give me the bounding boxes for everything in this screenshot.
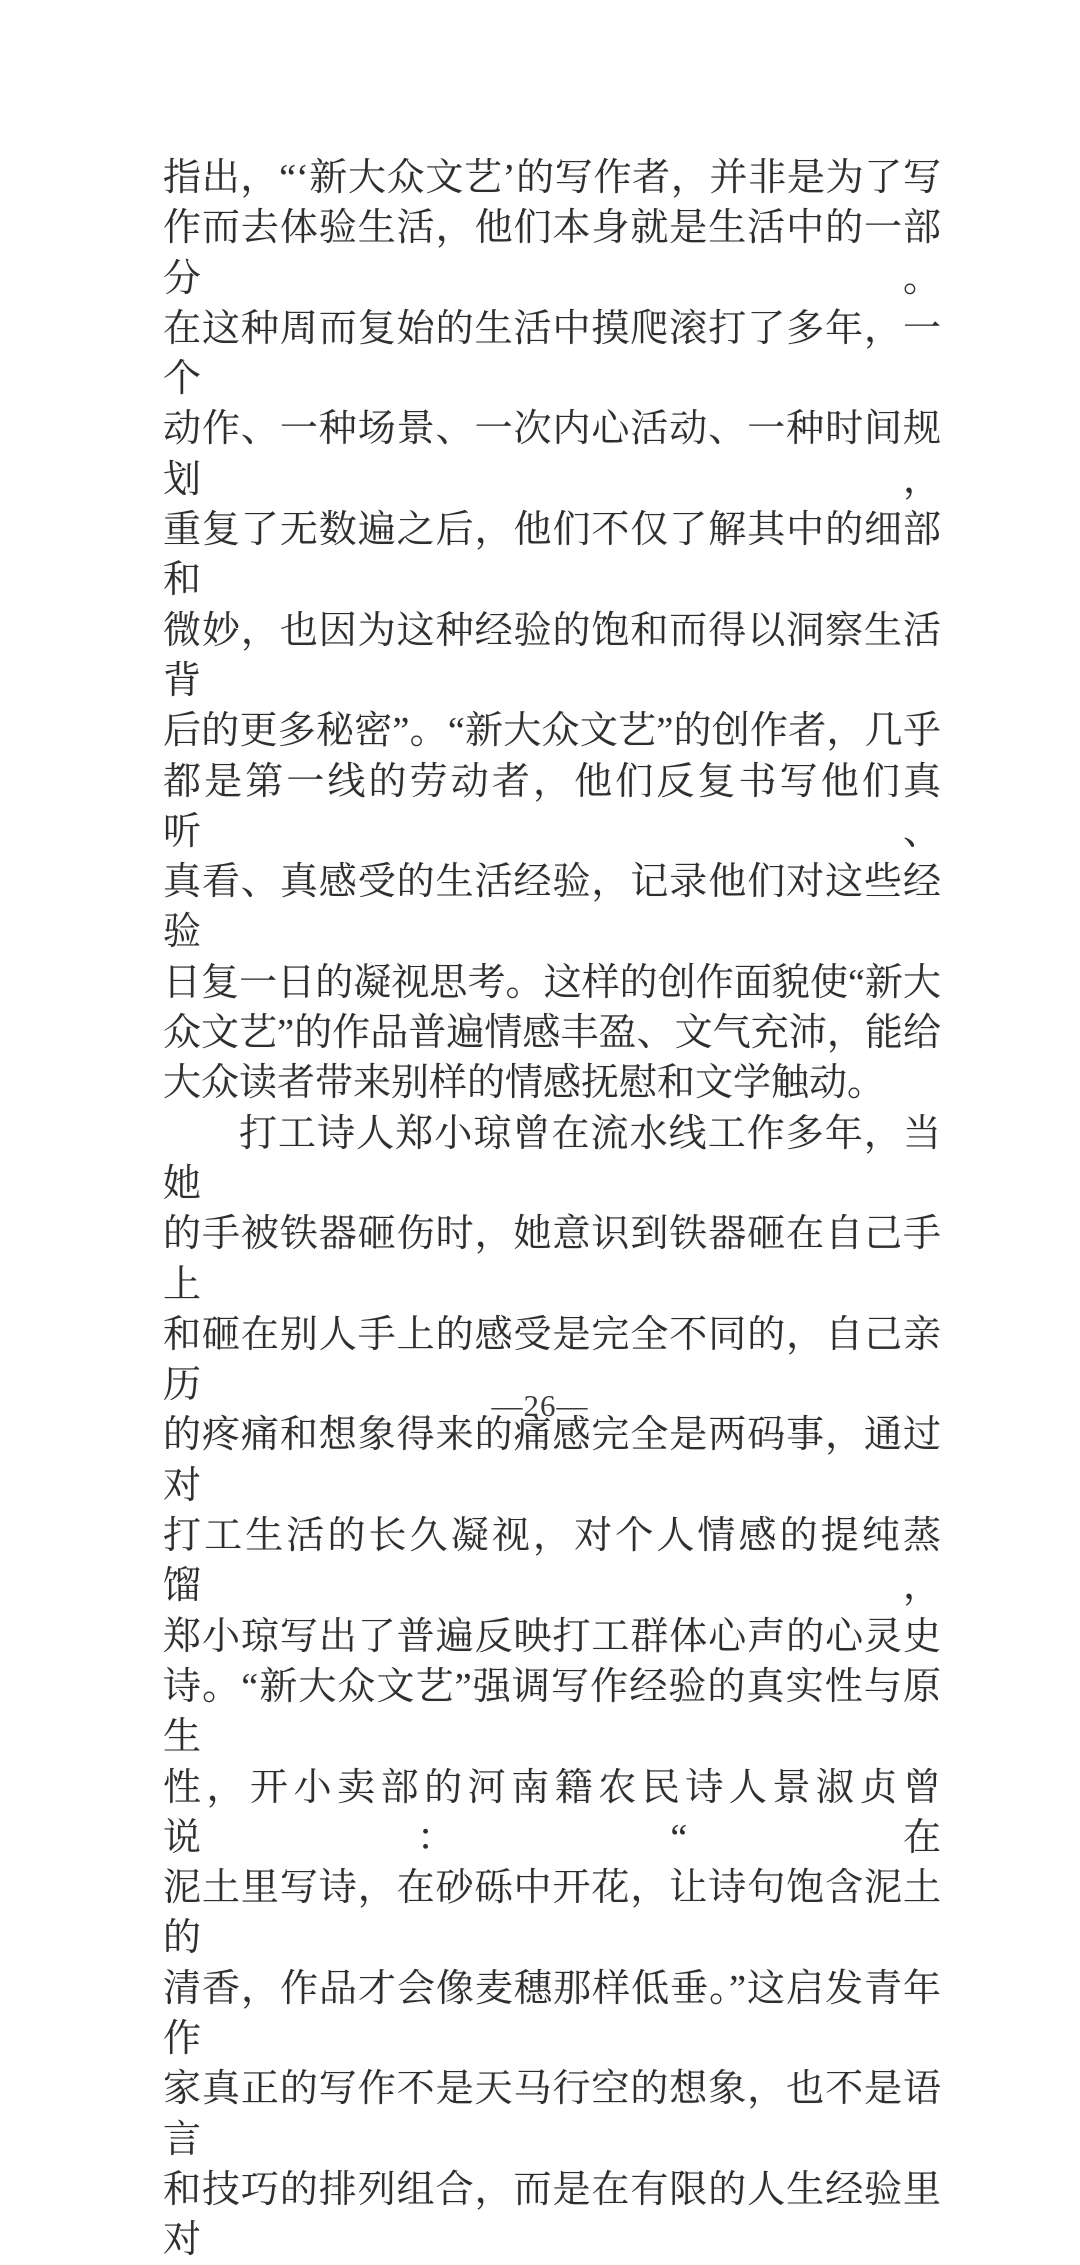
text-line: 日复一日的凝视思考。这样的创作面貌使“新大 (163, 961, 941, 1004)
text-line: 的手被铁器砸伤时，她意识到铁器砸在自己手上 (163, 1213, 941, 1306)
text-line: 性，开小卖部的河南籍农民诗人景淑贞曾说：“在 (163, 1766, 941, 1859)
text-line: 动作、一种场景、一次内心活动、一种时间规划， (163, 408, 941, 501)
text-line: 郑小琼写出了普遍反映打工群体心声的心灵史 (163, 1615, 941, 1658)
text-line: 指出，“‘新大众文艺’的写作者，并非是为了写 (163, 157, 941, 199)
text-line: 后的更多秘密”。“新大众文艺”的创作者，几乎 (163, 710, 941, 753)
text-line: 真看、真感受的生活经验，记录他们对这些经验 (163, 861, 941, 954)
text-block (163, 153, 941, 2265)
text-line-paragraph-start: 打工诗人郑小琼曾在流水线工作多年，当她 (163, 1112, 941, 1205)
text-line: 在这种周而复始的生活中摸爬滚打了多年，一个 (163, 307, 941, 401)
text-line: 的疼痛和想象得来的痛感完全是两码事，通过对 (163, 1414, 941, 1507)
text-line: 作而去体验生活，他们本身就是生活中的一部分。 (163, 207, 941, 300)
text-line: 打工生活的长久凝视，对个人情感的提纯蒸馏， (163, 1515, 941, 1608)
text-line: 和技巧的排列组合，而是在有限的人生经验里对 (163, 2168, 941, 2262)
text-line: 重复了无数遍之后，他们不仅了解其中的细部和 (163, 509, 941, 602)
text-line: 诗。“新大众文艺”强调写作经验的真实性与原生 (163, 1665, 941, 1759)
page-number: —26— (491, 1388, 589, 1423)
text-line-paragraph-end: 大众读者带来别样的情感抚慰和文学触动。 (163, 1062, 886, 1105)
text-line: 泥土里写诗，在砂砾中开花，让诗句饱含泥土的 (163, 1867, 941, 1960)
text-line: 微妙，也因为这种经验的饱和而得以洞察生活背 (163, 609, 941, 702)
text-line: 家真正的写作不是天马行空的想象，也不是语言 (163, 2068, 941, 2161)
text-line: 清香，作品才会像麦穗那样低垂。”这启发青年作 (163, 1967, 941, 2060)
text-line: 都是第一线的劳动者，他们反复书写他们真听、 (163, 760, 941, 853)
text-line: 和砸在别人手上的感受是完全不同的，自己亲历 (163, 1313, 941, 1407)
text-line: 众文艺”的作品普遍情感丰盈、文气充沛，能给 (163, 1012, 941, 1055)
